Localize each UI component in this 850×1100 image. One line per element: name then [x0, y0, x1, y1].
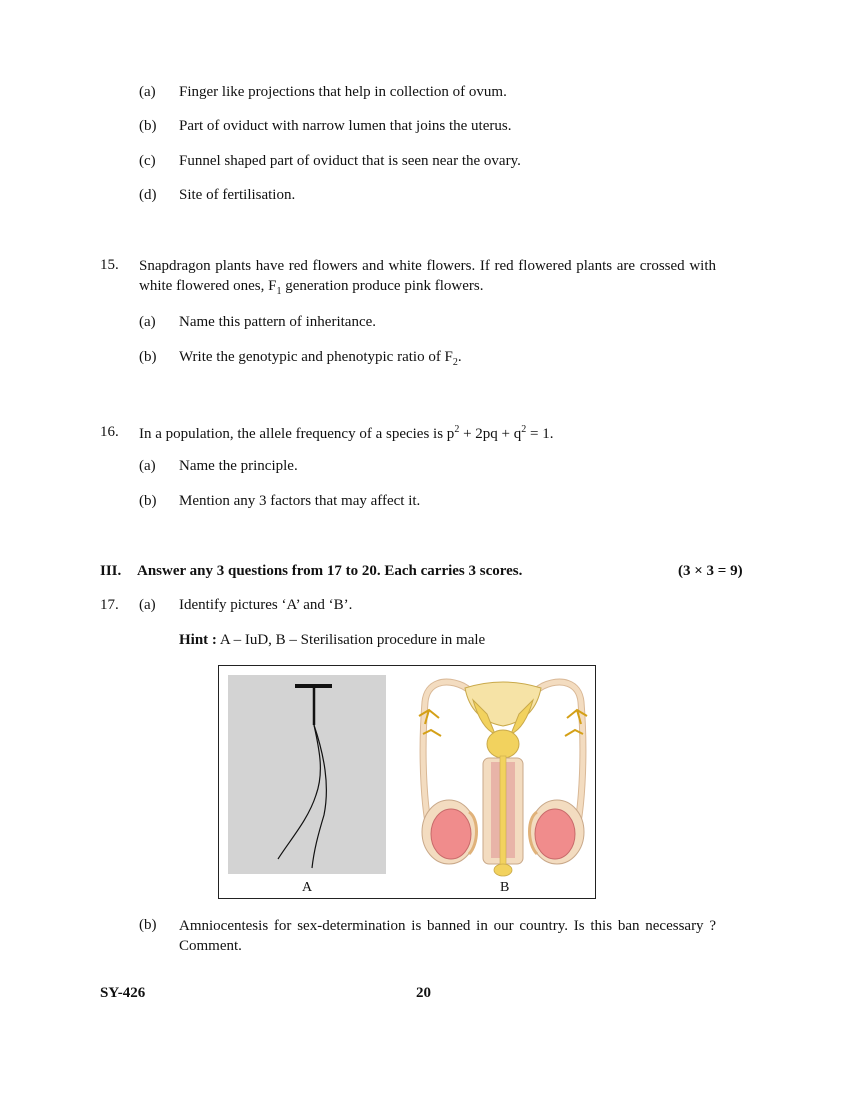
testis-left — [431, 809, 471, 859]
figure-a-panel — [228, 675, 386, 874]
q17-hint — [179, 632, 485, 649]
q16-part-a-label: (a) — [139, 458, 156, 474]
q17-part-a-label: (a) — [139, 597, 156, 613]
q16-stem: In a population, the allele frequency of a species is $p^2 + 2pq + q^2 = 1$. — [139, 424, 554, 442]
q14-part-d-text: Site of fertilisation. — [179, 187, 296, 203]
page-number: 20 — [416, 985, 431, 1001]
q17-part-b-label: (b) — [139, 917, 157, 933]
hint-label: Hint : — [179, 632, 217, 648]
q17-part-a-text: Identify pictures ‘A’ and ‘B’. — [179, 597, 353, 613]
footer-code: SY-426 — [100, 985, 146, 1001]
q14-part-c-text: Funnel shaped part of oviduct that is seen near the ovary. — [179, 153, 521, 169]
q16-part-b-text: Mention any 3 factors that may affect it. — [179, 493, 421, 509]
q17-number: 17. — [100, 597, 119, 613]
iud-illustration — [228, 675, 386, 874]
q15-part-b-label: (b) — [139, 349, 157, 365]
q16-part-b-label: (b) — [139, 493, 157, 509]
q14-part-a-label: (a) — [139, 84, 156, 100]
testis-right — [535, 809, 575, 859]
section-marks: (3 × 3 = 9) — [678, 563, 743, 579]
corpus-left — [491, 762, 500, 858]
q15-part-a-text: Name this pattern of inheritance. — [179, 314, 377, 330]
iud-thread-1 — [278, 725, 320, 859]
q14-part-b-label: (b) — [139, 118, 157, 134]
q15-part-b-text: Write the genotypic and phenotypic ratio of $F_2$. — [179, 349, 462, 368]
glans — [494, 864, 512, 876]
q14-part-c-label: (c) — [139, 153, 156, 169]
q17-part-b-text: Amniocentesis for sex-determination is banned in our country. Is this ban necessary ? Comment. — [179, 918, 716, 954]
q14-part-b-text: Part of oviduct with narrow lumen that joins the uterus. — [179, 118, 512, 134]
q15-number: 15. — [100, 257, 119, 273]
figure-box — [218, 665, 596, 899]
caption-a: A — [302, 880, 313, 895]
section-numeral: III. — [100, 563, 122, 579]
caption-b: B — [500, 880, 510, 895]
q15-part-a-label: (a) — [139, 314, 156, 330]
q14-part-d-label: (d) — [139, 187, 157, 203]
iud-thread-2 — [312, 725, 326, 868]
q16-number: 16. — [100, 424, 119, 440]
male-reproductive-illustration — [415, 672, 591, 880]
hint-text: A – IuD, B – Sterilisation procedure in male — [216, 632, 486, 648]
section-instruction: Answer any 3 questions from 17 to 20. Each carries 3 scores. — [137, 563, 523, 579]
prostate — [487, 730, 519, 758]
q15-stem: Snapdragon plants have red flowers and white flowers. If red flowered plants are crossed with white flowered ones, $F_1$ generation produce pink flowers. — [139, 258, 716, 297]
q14-part-a-text: Finger like projections that help in collection of ovum. — [179, 84, 507, 100]
q16-part-a-text: Name the principle. — [179, 458, 298, 474]
corpus-right — [506, 762, 515, 858]
urethra — [500, 756, 506, 874]
